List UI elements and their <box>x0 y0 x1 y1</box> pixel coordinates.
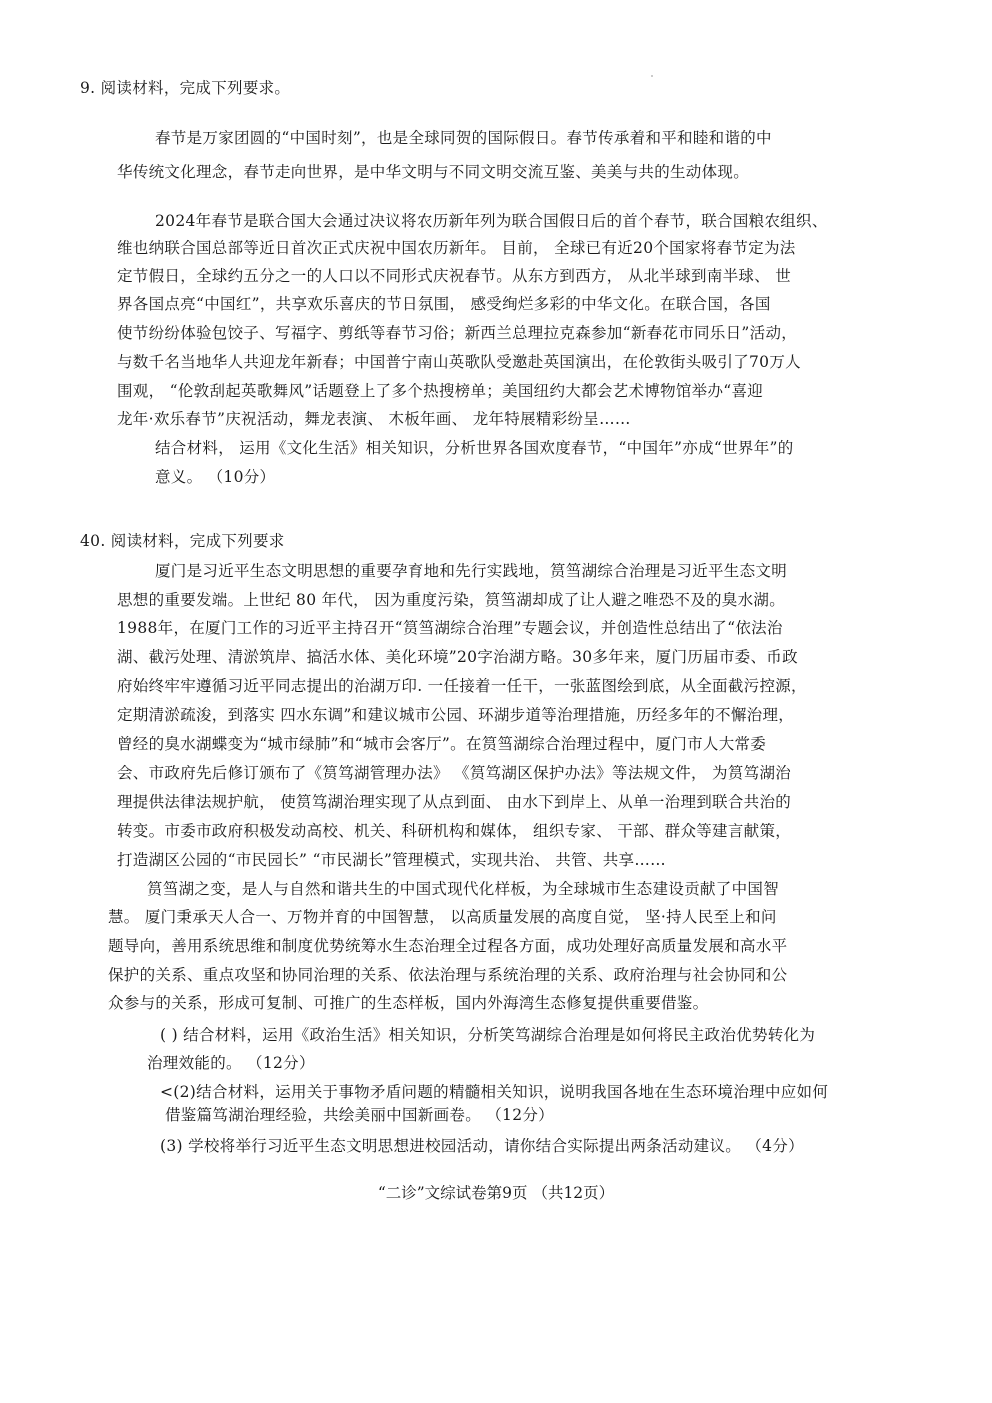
q40-p1-line: 理提供法律法规护航， 使筼笃湖治理实现了从点到面、 由水下到岸上、从单一治理到联合共治的 <box>117 793 792 811</box>
q40-sub2-line: 借鉴篇笃湖治理经验，共绘美丽中国新画卷。 （12分） <box>165 1106 554 1124</box>
q39-p2-line: 与数千名当地华人共迎龙年新春；中国普宁南山英歌队受邀赴英国演出，在伦敦街头吸引了70万人 <box>117 353 801 371</box>
q39-p2-line: 2024年春节是联合国大会通过决议将农历新年列为联合国假日后的首个春节，联合国粮农组织、 <box>155 212 828 230</box>
q40-sub1-line: ( ) 结合材料，运用《政治生活》相关知识，分析笑笃湖综合治理是如何将民主政治优势转化为 <box>160 1026 816 1044</box>
q39-p1-line: 华传统文化理念，春节走向世界，是中华文明与不同文明交流互鉴、美美与共的生动体现。 <box>117 163 750 181</box>
q40-p2-line: 慧。 厦门秉承天人合一、万物并育的中国智慧， 以高质量发展的高度自觉， 坚·持人民至上和问 <box>108 908 777 926</box>
q40-p1-line: 定期清淤疏浚，到落实 四水东调”和建议城市公园、环湖步道等治理措施，历经多年的不懈治理， <box>117 706 795 724</box>
q40-p2-line: 筼筜湖之变，是人与自然和谐共生的中国式现代化样板，为全球城市生态建设贡献了中国智 <box>147 880 780 898</box>
q40-p1-line: 湖、截污处理、清淤筑岸、搞活水体、美化环境”20字治湖方略。30多年来，厦门历届市委、币政 <box>117 648 798 666</box>
q40-p1-line: 打造湖区公园的“市民园长” “市民湖长”管理模式，实现共治、 共管、共享…… <box>117 851 666 869</box>
q40-sub3-line: (3) 学校将举行习近平生态文明思想进校园活动，请你结合实际提出两条活动建议。 （4分） <box>160 1137 804 1155</box>
q39-question-line: 结合材料， 运用《文化生活》相关知识，分析世界各国欢度春节，“中国年”亦成“世界年”的 <box>155 439 794 457</box>
q39-p1-line: 春节是万家团圆的“中国时刻”，也是全球同贺的国际假日。春节传承着和平和睦和谐的中 <box>155 129 772 147</box>
q40-p1-line: 厦门是习近平生态文明思想的重要孕育地和先行实践地，筼筜湖综合治理是习近平生态文明 <box>155 562 788 580</box>
q40-p2-line: 题导向，善用系统思维和制度优势统筹水生态治理全过程各方面，成功处理好高质量发展和高水平 <box>108 937 788 955</box>
q39-p2-line: 维也纳联合国总部等近日首次正式庆祝中国农历新年。 目前， 全球已有近20个国家将春节定为法 <box>117 239 796 257</box>
q40-p1-line: 思想的重要发端。上世纪 80 年代， 因为重度污染，筼筜湖却成了让人避之唯恐不及的臭水湖。 <box>117 591 786 609</box>
q39-p2-line: 定节假日，全球约五分之一的人口以不同形式庆祝春节。从东方到西方， 从北半球到南半球、 世 <box>117 267 792 285</box>
q39-header: 9. 阅读材料，完成下列要求。 <box>80 79 291 97</box>
q39-p2-line: 围观， “伦敦刮起英歌舞风”话题登上了多个热搜榜单；美国纽约大都会艺术博物馆举办“喜迎 <box>117 382 764 400</box>
q39-p2-line: 龙年·欢乐春节”庆祝活动，舞龙表演、 木板年画、 龙年特展精彩纷呈…… <box>117 410 631 428</box>
q40-p1-line: 曾经的臭水湖蝶变为“城市绿肺”和“城市会客厅”。在筼筜湖综合治理过程中，厦门市人大常委 <box>117 735 767 753</box>
page-footer: “二诊”文综试卷第9页 （共12页） <box>377 1184 615 1202</box>
q39-p2-line: 界各国点亮“中国红”，共享欢乐喜庆的节日氛围， 感受绚烂多彩的中华文化。在联合国，各国 <box>117 295 771 313</box>
q39-p2-line: 使节纷纷体验包饺子、写福字、剪纸等春节习俗；新西兰总理拉克森参加“新春花市同乐日”活动， <box>117 324 798 342</box>
q40-header: 40. 阅读材料，完成下列要求 <box>80 532 285 550</box>
q40-p1-line: 1988年，在厦门工作的习近平主持召开“筼筜湖综合治理”专题会议，并创造性总结出了“依法治 <box>117 619 783 637</box>
q39-question-line: 意义。 （10分） <box>155 468 276 486</box>
q40-p1-line: 会、市政府先后修订颁布了《筼笃湖管理办法》 《筼笃湖区保护办法》等法规文件， 为筼笃湖治 <box>117 764 792 782</box>
q40-p2-line: 众参与的关系，形成可复制、可推广的生态样板，国内外海湾生态修复提供重要借鉴。 <box>108 994 709 1012</box>
q40-sub2-line: <(2)结合材料，运用关于事物矛盾问题的精髓相关知识，说明我国各地在生态环境治理中应如何 <box>160 1083 829 1101</box>
q40-p2-line: 保护的关系、重点攻坚和协同治理的关系、依法治理与系统治理的关系、政府治理与社会协同和公 <box>108 966 788 984</box>
q40-p1-line: 府始终牢牢遵循习近平同志提出的治湖万印. 一任接着一任干，一张蓝图绘到底，从全面截污控源， <box>117 677 807 695</box>
q40-p1-line: 转变。市委市政府积极发动高校、机关、科研机构和媒体， 组织专家、 干部、群众等建言献策， <box>117 822 792 840</box>
q40-sub1-line: 治理效能的。 （12分） <box>147 1054 315 1072</box>
scan-speck <box>651 75 653 77</box>
